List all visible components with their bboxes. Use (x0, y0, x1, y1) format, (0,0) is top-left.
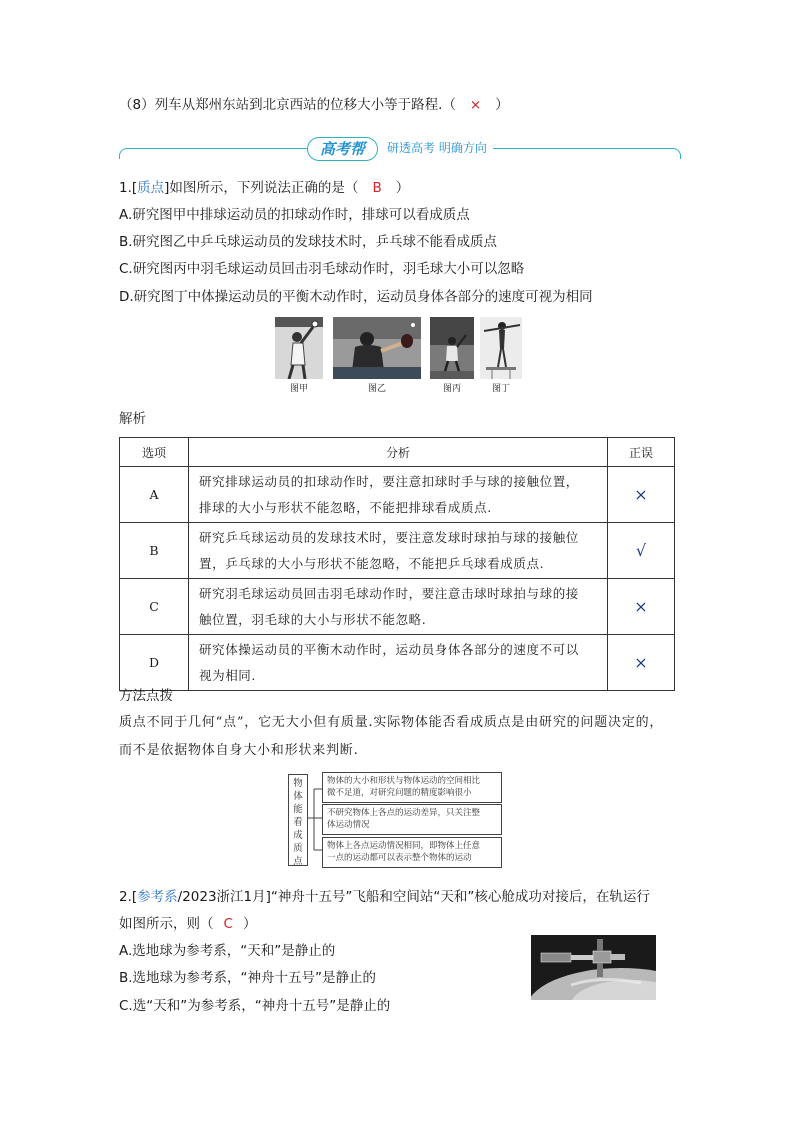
row-verdict: × (608, 579, 675, 635)
photo-badminton (430, 317, 474, 379)
row-verdict: × (608, 467, 675, 523)
question-1-stem (119, 178, 409, 198)
section-banner (119, 134, 681, 162)
question-8-answer: × (469, 97, 482, 113)
question-1-close: ） (395, 180, 410, 196)
row-verdict: × (608, 635, 675, 691)
diagram-branch-2 (322, 804, 502, 835)
photo-table-tennis (333, 317, 421, 379)
caption-fig-ding: 图丁 (491, 384, 510, 394)
question-2-stem (119, 887, 650, 907)
question-2-text-2: 如图所示，则（ (119, 916, 214, 932)
photo-balance-beam (480, 317, 522, 379)
question-1-option-d: D.研究图丁中体操运动员的平衡木动作时，运动员身体各部分的速度可视为相同 (119, 289, 593, 305)
row-option: C (120, 579, 189, 635)
caption-fig-bing: 图丙 (442, 384, 461, 394)
photo-space-station (531, 935, 656, 1000)
row-analysis-line: 研究羽毛球运动员回击羽毛球动作时，要注意击球时球拍与球的接 (199, 585, 579, 601)
question-8-close: ） (495, 97, 509, 113)
caption-fig-yi: 图乙 (367, 384, 386, 394)
photo-volleyball (275, 317, 323, 379)
row-analysis-line: 置，乒乓球的大小与形状不能忽略，不能把乒乓球看成质点. (199, 555, 545, 571)
analysis-heading: 解析 (119, 411, 146, 427)
table-row (120, 635, 675, 691)
row-option: D (120, 635, 189, 691)
table-row (120, 523, 675, 579)
row-analysis (189, 467, 608, 523)
diagram-branch-line: 体运动情况 (327, 820, 370, 830)
question-8-text: （8）列车从郑州东站到北京西站的位移大小等于路程.（ (119, 97, 456, 113)
question-2-stem-line-2 (119, 914, 256, 934)
question-2-option-b: B.选地球为参考系，“神舟十五号”是静止的 (119, 970, 377, 986)
question-1-number: 1.[ (119, 180, 138, 196)
banner-rule-right (489, 148, 673, 149)
diagram-branch-line: 微不足道，对研究问题的精度影响很小 (327, 788, 472, 798)
caption-fig-jia: 图甲 (289, 384, 308, 394)
table-row (120, 579, 675, 635)
question-2-close: ） (242, 916, 257, 932)
banner-right-hook (672, 148, 681, 159)
banner-subtitle: 研透高考 明确方向 (381, 139, 493, 157)
row-verdict: √ (608, 523, 675, 579)
banner-rule-left (127, 148, 307, 149)
diagram-root: 物体能看成质点 (288, 774, 308, 866)
diagram-branch-line: 物体上各点运动情况相同，即物体上任意 (327, 841, 481, 851)
banner-badge: 高考帮 (307, 137, 378, 161)
question-2-number: 2.[ (119, 889, 138, 905)
question-1-text: ]如图所示，下列说法正确的是（ (164, 180, 359, 196)
question-1-option-a: A.研究图甲中排球运动员的扣球动作时，排球可以看成质点 (119, 207, 470, 223)
row-option: B (120, 523, 189, 579)
question-1-option-b: B.研究图乙中乒乓球运动员的发球技术时，乒乓球不能看成质点 (119, 234, 498, 250)
diagram-branch-line: 物体的大小和形状与物体运动的空间相比 (327, 776, 481, 786)
row-analysis-line: 研究体操运动员的平衡木动作时，运动员身体各部分的速度不可以 (199, 641, 579, 657)
diagram-branch-line: 不研究物体上各点的运动差异，只关注整 (327, 808, 481, 818)
row-analysis-line: 视为相同. (199, 667, 256, 683)
question-2-tag: 参考系 (137, 889, 178, 905)
row-analysis-line: 研究排球运动员的扣球动作时，要注意扣球时手与球的接触位置， (199, 473, 579, 489)
point-mass-diagram (288, 772, 508, 872)
question-2-option-c: C.选“天和”为参考系，“神舟十五号”是静止的 (119, 998, 391, 1014)
row-analysis (189, 523, 608, 579)
method-heading: 方法点拨 (119, 688, 173, 704)
question-2-answer: C (223, 916, 233, 932)
row-option: A (120, 467, 189, 523)
question-1-option-c: C.研究图丙中羽毛球运动员回击羽毛球动作时，羽毛球大小可以忽略 (119, 261, 525, 277)
header-option: 选项 (120, 438, 189, 467)
question-2-option-a: A.选地球为参考系，“天和”是静止的 (119, 943, 336, 959)
row-analysis (189, 635, 608, 691)
header-verdict: 正误 (608, 438, 675, 467)
row-analysis-line: 研究乒乓球运动员的发球技术时，要注意发球时球拍与球的接触位 (199, 529, 579, 545)
question-1-tag: 质点 (137, 180, 165, 196)
diagram-branch-3 (322, 837, 502, 868)
question-1-answer: B (372, 180, 382, 196)
question-8 (119, 95, 509, 115)
row-analysis-line: 触位置，羽毛球的大小与形状不能忽略. (199, 611, 427, 627)
diagram-branch-line: 一点的运动都可以表示整个物体的运动 (327, 853, 472, 863)
diagram-branch-1 (322, 772, 502, 803)
row-analysis (189, 579, 608, 635)
banner-left-hook (119, 148, 128, 159)
analysis-table (119, 437, 675, 691)
method-text-line-1: 质点不同于几何“点”，它无大小但有质量.实际物体能否看成质点是由研究的问题决定的， (119, 715, 664, 730)
method-text-line-2: 而不是依据物体自身大小和形状来判断. (119, 743, 359, 758)
table-header-row (120, 438, 675, 467)
header-analysis: 分析 (189, 438, 608, 467)
table-row (120, 467, 675, 523)
row-analysis-line: 排球的大小与形状不能忽略，不能把排球看成质点. (199, 499, 492, 515)
question-2-text: /2023浙江1月]“神舟十五号”飞船和空间站“天和”核心舱成功对接后，在轨运行 (177, 889, 650, 905)
